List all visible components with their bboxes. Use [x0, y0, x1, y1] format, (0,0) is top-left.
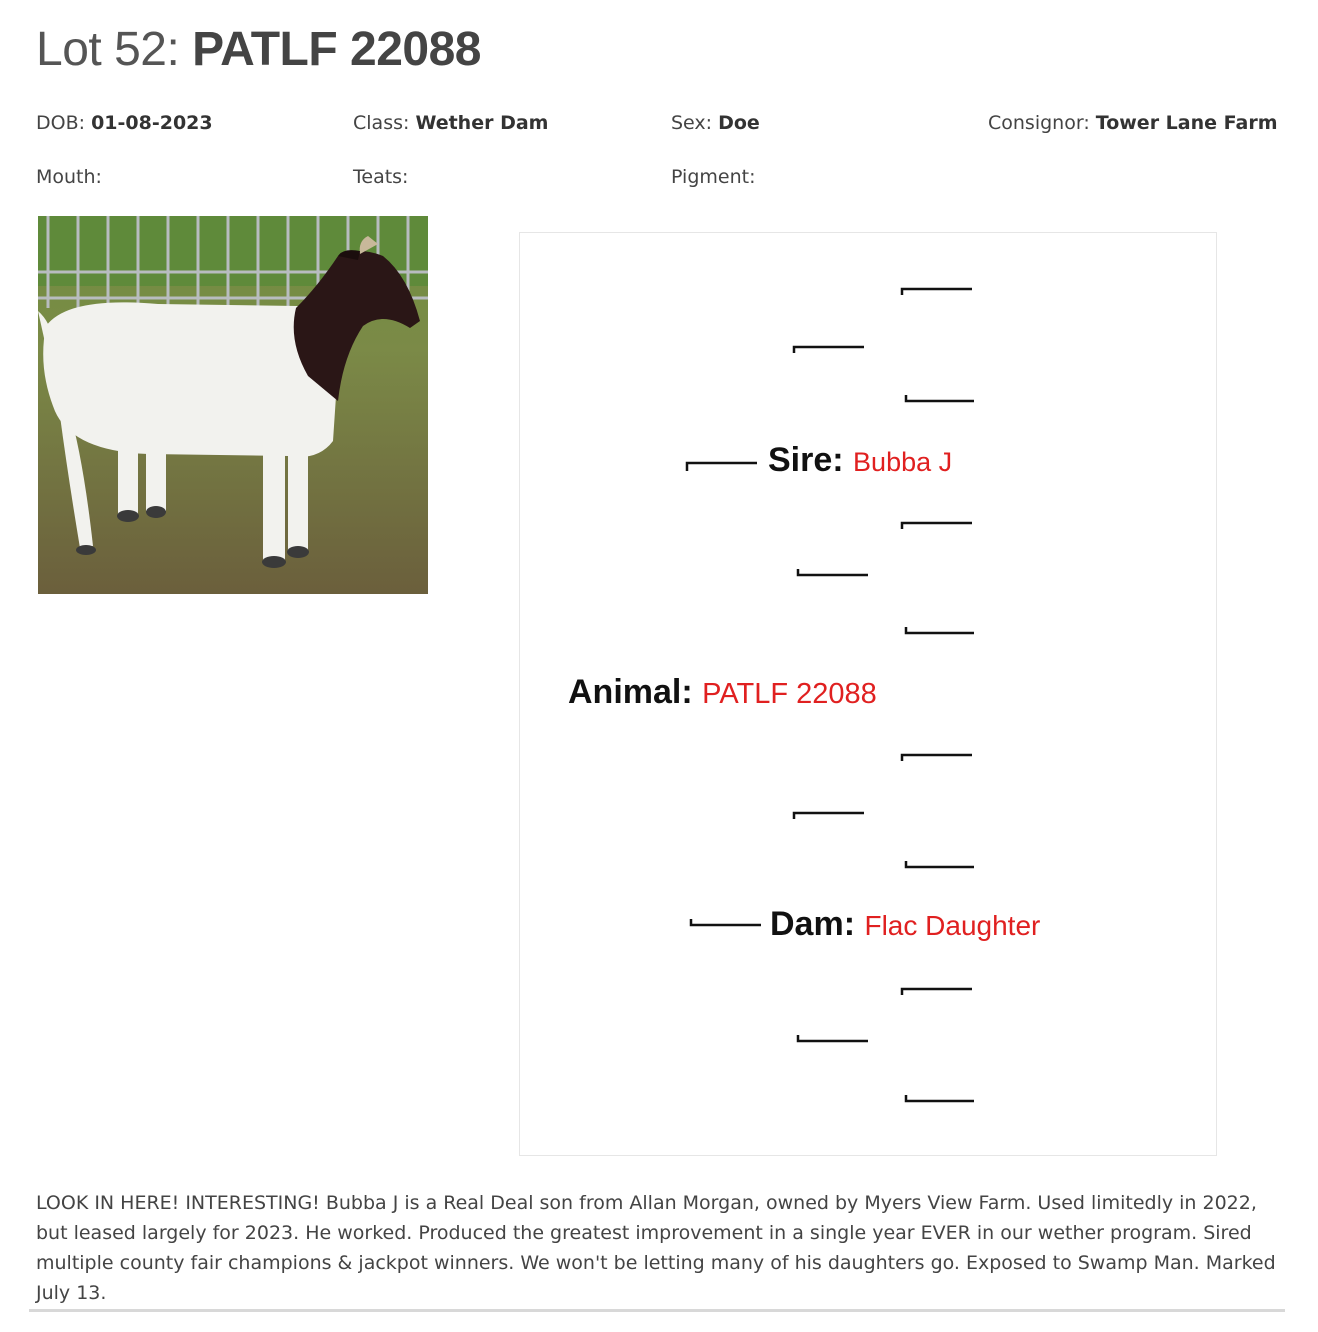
- lot-prefix: Lot 52:: [36, 23, 180, 76]
- divider: [29, 1309, 1285, 1312]
- class-label: Class:: [353, 112, 410, 134]
- sex-value: Doe: [718, 112, 760, 134]
- pedigree-line-sd: [798, 569, 868, 575]
- pedigree-line-dd: [798, 1035, 868, 1041]
- lot-title: [36, 22, 481, 77]
- animal-value: PATLF 22088: [702, 678, 877, 710]
- pedigree-dam: [770, 905, 1040, 944]
- sire-value: Bubba J: [853, 447, 953, 477]
- sex-field: [671, 112, 760, 134]
- goat-photo[interactable]: [38, 216, 428, 594]
- pedigree-line-ss: [794, 347, 864, 353]
- consignor-label: Consignor:: [988, 112, 1090, 134]
- lot-name: PATLF 22088: [192, 23, 481, 76]
- dob-label: DOB:: [36, 112, 86, 134]
- pedigree-line-sire: [687, 463, 757, 471]
- pigment-label: Pigment:: [671, 166, 756, 188]
- dam-value: Flac Daughter: [864, 910, 1041, 941]
- pedigree-line-dsd: [906, 861, 974, 867]
- teats-label: Teats:: [353, 166, 409, 188]
- animal-label: Animal:: [568, 673, 693, 711]
- pedigree-sire: [768, 441, 952, 480]
- pedigree-animal: [568, 673, 877, 712]
- pedigree-line-sds: [902, 523, 972, 529]
- lot-description: LOOK IN HERE! INTERESTING! Bubba J is a Real Deal son from Allan Morgan, owned by Myers View Farm. Used limitedly in 2022, but leased largely for 2023. He worked. Produced the greatest improvement in a single year EVER in our wether program. Sired multiple county fair champions & jackpot winners. We won't be letting many of his daughters go. Exposed to Swamp Man. Marked July 13.: [36, 1192, 1276, 1304]
- pedigree-line-dam: [691, 919, 761, 925]
- teats-field: [353, 166, 408, 188]
- dob-field: [36, 112, 213, 134]
- mouth-label: Mouth:: [36, 166, 102, 188]
- pedigree-line-ssd: [906, 395, 974, 401]
- pedigree-line-sss: [902, 289, 972, 295]
- class-field: [353, 112, 548, 134]
- dam-label: Dam:: [770, 905, 856, 943]
- pedigree-line-sdd: [906, 627, 974, 633]
- mouth-field: [36, 166, 102, 188]
- pedigree-chart: [519, 232, 1217, 1156]
- pigment-field: [671, 166, 755, 188]
- sex-label: Sex:: [671, 112, 713, 134]
- pedigree-line-ddd: [906, 1095, 974, 1101]
- class-value: Wether Dam: [415, 112, 549, 134]
- pedigree-line-dds: [902, 989, 972, 995]
- sire-label: Sire:: [768, 441, 844, 479]
- consignor-value: Tower Lane Farm: [1095, 112, 1278, 134]
- pedigree-line-dss: [902, 755, 972, 761]
- consignor-field: [988, 112, 1278, 134]
- dob-value: 01-08-2023: [91, 112, 213, 134]
- goat-photo-icon: [38, 216, 428, 594]
- pedigree-line-ds: [794, 813, 864, 819]
